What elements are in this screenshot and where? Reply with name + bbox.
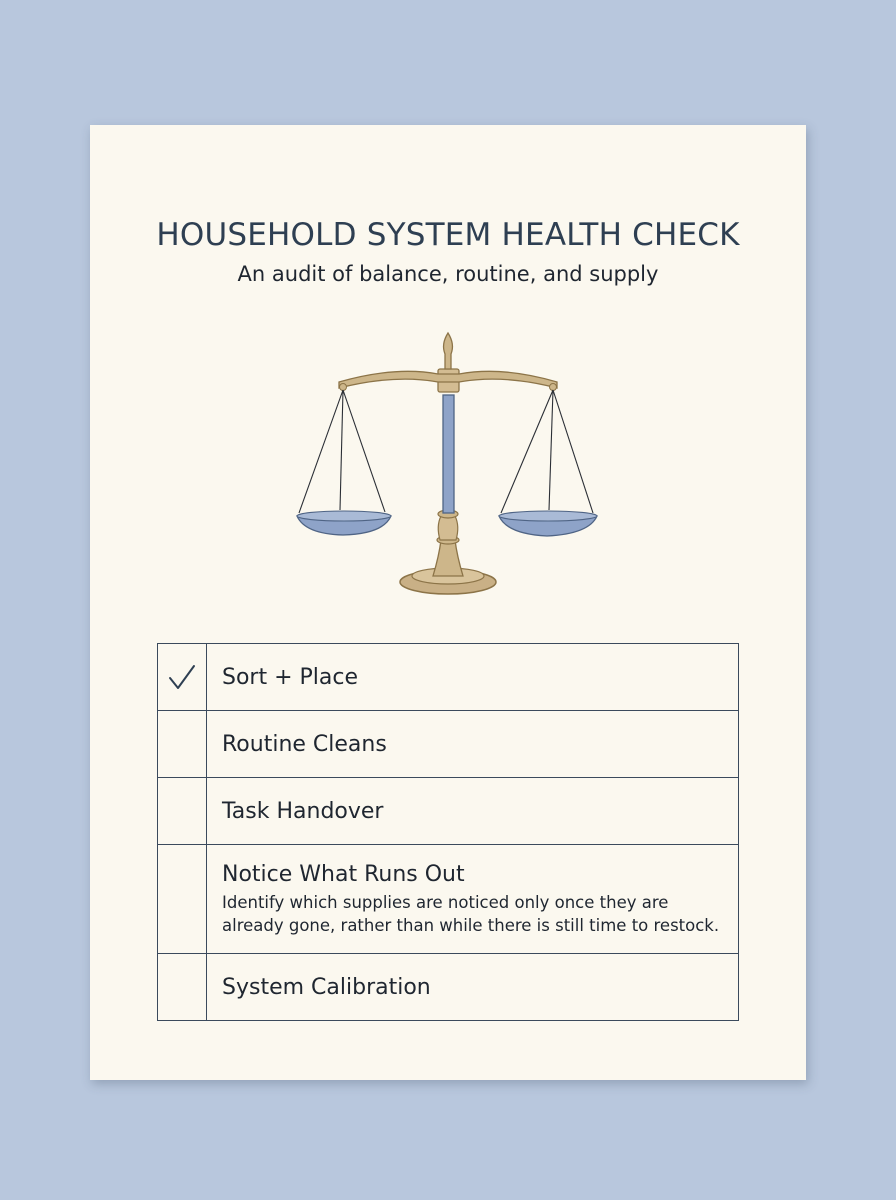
checkbox[interactable] [158, 845, 207, 953]
checklist-item-label: Routine Cleans [222, 731, 387, 757]
page-subtitle: An audit of balance, routine, and supply [237, 262, 659, 286]
page-title: HOUSEHOLD SYSTEM HEALTH CHECK [156, 217, 740, 253]
checkmark-icon [167, 663, 197, 691]
checklist-row [158, 845, 738, 954]
checklist-table [157, 643, 739, 1021]
checklist-row [158, 954, 738, 1021]
checklist-item-label: Sort + Place [222, 664, 359, 690]
checkbox[interactable] [158, 644, 207, 710]
health-check-card [90, 125, 806, 1080]
checkbox[interactable] [158, 778, 207, 844]
checklist-row [158, 778, 738, 845]
balance-scale-icon [295, 330, 601, 602]
checklist-item-label: System Calibration [222, 974, 431, 1000]
checklist-item-description: Identify which supplies are noticed only once they are already gone, rather than while there is still time to restock. [222, 892, 720, 935]
checklist-item-label: Notice What Runs Out [222, 861, 465, 887]
checklist-row [158, 711, 738, 778]
checklist-item-label: Task Handover [222, 798, 384, 824]
checklist-row [158, 644, 738, 711]
checkbox[interactable] [158, 711, 207, 777]
checkbox[interactable] [158, 954, 207, 1020]
